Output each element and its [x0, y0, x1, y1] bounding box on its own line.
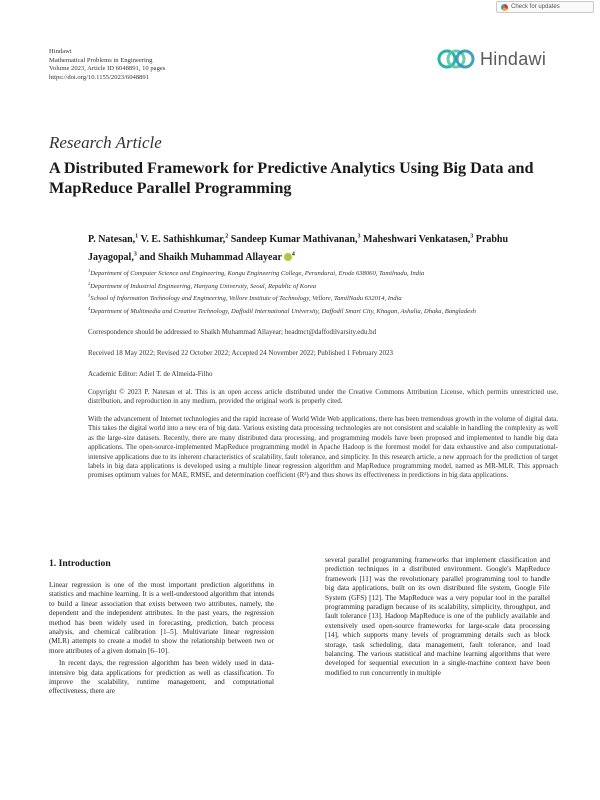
hindawi-logo-icon: [437, 46, 475, 72]
author[interactable]: P. Natesan,$^1$: [88, 234, 139, 246]
body-column-right: [325, 556, 550, 678]
paragraph: several parallel programming frameworks that implement classification and prediction techniques in a distributed environment. Google's MapReduce framework [11] was the revolutionary parallel programming tool to handle big data applications, built on its own distributed file system, Google File System (GFS) [12]. The MapReduce was a very popular tool in the parallel programming paradigm because of its scalability, simplicity, throughput, and fault tolerance [13]. Hadoop MapReduce is one of the publicly available and extensively used open-source frameworks for large-scale data processing [14], which supports many levels of programming details such as block storage, task scheduling, data management, fault tolerance, and load balancing. The various statistical and machine learning algorithms that were developed for sequential execution in a single-machine context have been modified to run concurrently in multiple: [325, 556, 550, 677]
hindawi-logo-text: Hindawi: [480, 48, 547, 69]
hindawi-logo: [437, 46, 546, 72]
author[interactable]: Sandeep Kumar Mathivanan,$^3$: [230, 234, 361, 246]
section-heading-introduction: 1. Introduction: [49, 558, 111, 569]
author[interactable]: and Shaikh Muhammad Allayear $^4$: [139, 251, 295, 263]
author[interactable]: V. E. Sathishkumar,$^2$: [140, 234, 229, 246]
correspondence: Correspondence should be addressed to Shaikh Muhammad Allayear; headmct@daffodilvarsity.edu.bd: [88, 328, 377, 336]
affiliation: $^2$Department of Industrial Engineering, Hanyang University, Seoul, Republic of Korea: [88, 280, 317, 290]
paragraph: In recent days, the regression algorithm has been widely used in data-intensive big data applications for prediction as well as classification. To improve the scalability, runtime management, and computational effectiveness, there are: [49, 659, 274, 696]
orcid-icon[interactable]: [284, 253, 292, 261]
check-for-updates-label: Check for updates: [511, 4, 560, 10]
doi-link[interactable]: https://doi.org/10.1155/2023/6048891: [49, 73, 150, 81]
author[interactable]: Maheshwari Venkatasen,$^3$: [363, 234, 474, 246]
publication-dates: Received 18 May 2022; Revised 22 October 2022; Accepted 24 November 2022; Published 1 February 2023: [88, 349, 394, 357]
author[interactable]: Prabhu Jayagopal,$^3$: [88, 234, 509, 263]
abstract: With the advancement of Internet technologies and the rapid increase of World Wide Web applications, there has been tremendous growth in the volume of digital data. This takes the digital world into a new era of big data. Various existing data processing technologies are not consistent and scalable in handling the complexity as well as the large-size datasets. Recently, there are many distributed data processing, and programming models have been proposed and implemented to handle big data applications. The open-source-implemented MapReduce programming model in Apache Hadoop is the foremost model for data exhaustive and also computational-intensive applications due to its inherent characteristics of scalability, fault tolerance, and simplicity. In this research article, a new approach for the prediction of target labels in big data applications is developed using a multiple linear regression algorithm and MapReduce programming model, named as MR-MLR. This approach promises optimum values for MAE, RMSE, and determination coefficient (R²) and thus shows its effectiveness in predictions in big data applications.: [88, 415, 558, 480]
journal-meta: [49, 48, 165, 82]
crossmark-icon: [501, 4, 508, 11]
publisher-name: Hindawi: [49, 48, 72, 55]
academic-editor: Academic Editor: Adiel T. de Almeida-Filho: [88, 370, 213, 378]
affiliation: $^3$School of Information Technology and Engineering, Vellore Institute of Technology, Vellore, TamilNadu 632014, India: [88, 293, 402, 303]
article-title: A Distributed Framework for Predictive Analytics Using Big Data and MapReduce Parallel Programming: [49, 159, 534, 197]
affiliation: $^1$Department of Computer Science and Engineering, Kongu Engineering College, Perundurai, Erode 638060, Tamilnadu, India: [88, 268, 425, 278]
volume-line: Volume 2023, Article ID 6048891, 10 pages: [49, 65, 166, 73]
affiliation: $^4$Department of Multimedia and Creative Technology, Daffodil International University, Daffodil Smart City, Khagan, Ashulia, Dhaka, Bangladesh: [88, 306, 476, 316]
author-list: [88, 230, 558, 265]
article-type: Research Article: [49, 133, 162, 152]
body-column-left: [49, 581, 274, 697]
affiliations: [88, 266, 558, 317]
journal-name: Mathematical Problems in Engineering: [49, 56, 153, 64]
copyright-notice: Copyright © 2023 P. Natesan et al. This is an open access article distributed under the Creative Commons Attribution License, which permits unrestricted use, distribution, and reproduction in any medium, provided the original work is properly cited.: [88, 388, 558, 406]
paragraph: Linear regression is one of the most important prediction algorithms in statistics and machine learning. It is a well-understood algorithm that intends to build a linear association that exists between two attributes, namely, the dependent and the independent attributes. In the past years, the regression method has been widely used in forecasting, prediction, batch process analysis, and chemical calibration [1–5]. Multivariate linear regression (MLR) attempts to create a model to show the relationship between two or more attributes of a given domain [6–10].: [49, 581, 274, 655]
check-for-updates-badge[interactable]: [496, 1, 594, 13]
